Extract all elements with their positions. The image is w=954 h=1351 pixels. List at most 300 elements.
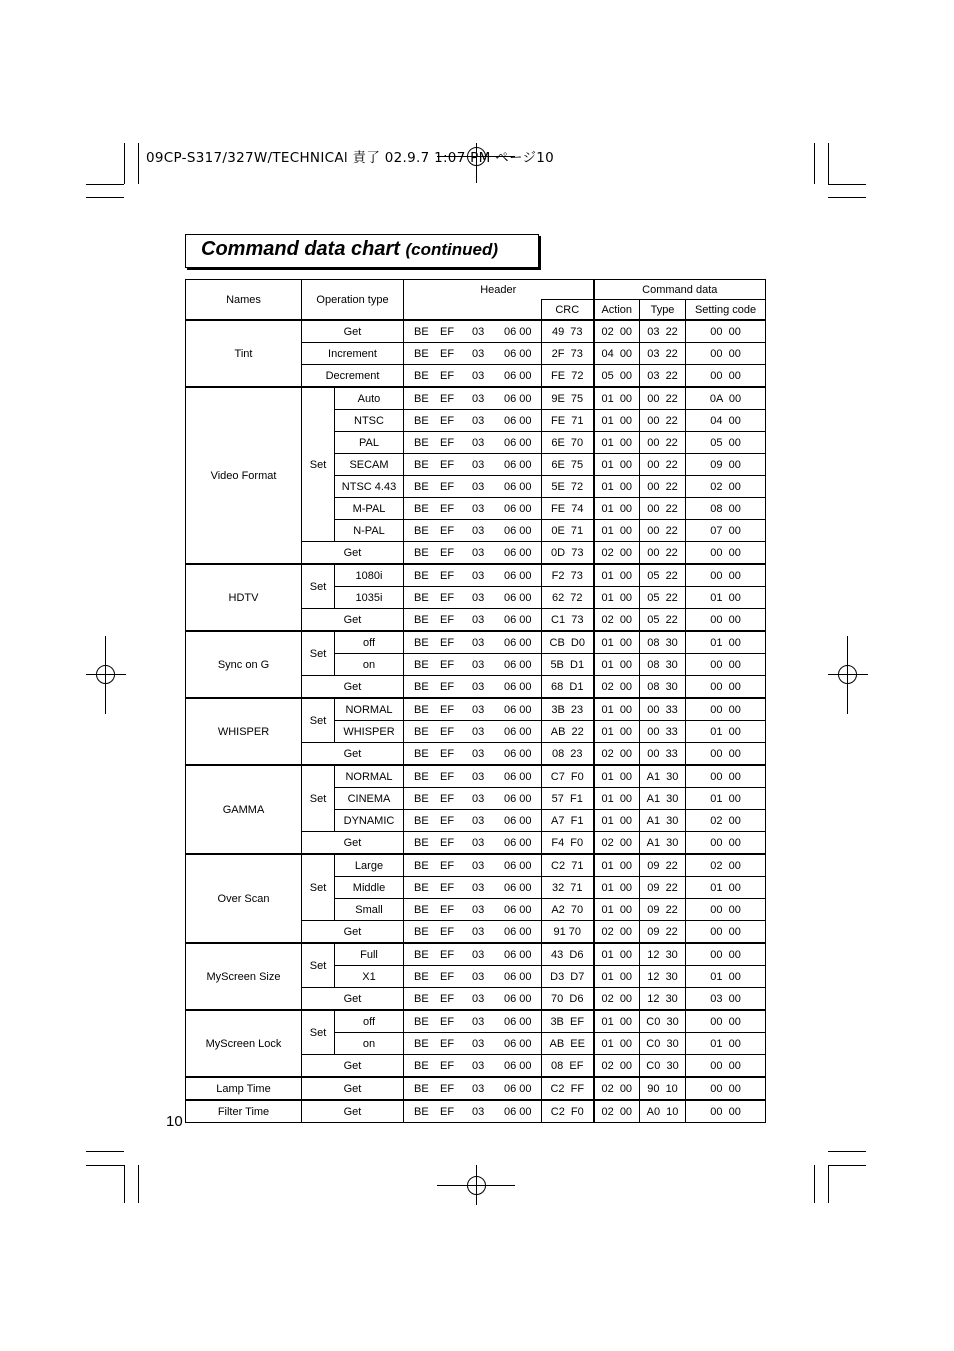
header-byte: EF	[440, 970, 455, 983]
crc-cell: 5E 72	[542, 476, 594, 498]
operation-cell: Get	[302, 1055, 404, 1078]
header-byte: EF	[440, 1015, 455, 1028]
operation-cell: Get	[302, 320, 404, 343]
type-cell: 05 22	[640, 587, 686, 609]
type-cell: 03 22	[640, 343, 686, 365]
registration-mark-left	[86, 636, 126, 714]
header-crc: CRC	[542, 300, 594, 321]
header-byte: 06 00	[504, 458, 532, 471]
header-byte: BE	[414, 814, 429, 827]
header-byte: EF	[440, 992, 455, 1005]
type-cell: 00 22	[640, 432, 686, 454]
crc-cell: 08 23	[542, 743, 594, 766]
set-label: Set	[302, 1010, 335, 1055]
table-row	[186, 631, 766, 654]
header-byte: 06 00	[504, 1082, 532, 1095]
setting-code-cell: 00 00	[686, 320, 766, 343]
header-byte: 06 00	[504, 970, 532, 983]
operation-cell: Full	[335, 943, 404, 966]
header-command-data: Command data	[594, 280, 766, 300]
header-byte: 06 00	[504, 948, 532, 961]
header-bytes-cell	[404, 542, 542, 565]
header-byte: 03	[472, 436, 485, 449]
slug-file: 09CP-S317/327W/TECHNICAl	[146, 150, 348, 166]
header-byte: BE	[414, 925, 429, 938]
action-cell: 01 00	[594, 432, 640, 454]
registration-mark-right	[828, 636, 868, 714]
header-bytes-cell	[404, 654, 542, 676]
operation-cell: X1	[335, 966, 404, 988]
header-byte: BE	[414, 546, 429, 559]
type-cell: A1 30	[640, 788, 686, 810]
header-bytes-cell	[404, 854, 542, 877]
header-bytes-cell	[404, 921, 542, 944]
setting-code-cell: 01 00	[686, 721, 766, 743]
header-byte: BE	[414, 1015, 429, 1028]
header-byte: BE	[414, 480, 429, 493]
header-byte: 06 00	[504, 992, 532, 1005]
header-byte: 03	[472, 992, 485, 1005]
header-byte: 03	[472, 725, 485, 738]
header-byte: BE	[414, 636, 429, 649]
header-byte: EF	[440, 636, 455, 649]
header-byte: 03	[472, 524, 485, 537]
type-cell: 05 22	[640, 609, 686, 632]
action-cell: 01 00	[594, 454, 640, 476]
header-byte: 03	[472, 325, 485, 338]
crc-cell: 0D 73	[542, 542, 594, 565]
action-cell: 01 00	[594, 854, 640, 877]
set-label: Set	[302, 564, 335, 609]
page-number: 10	[166, 1113, 183, 1130]
header-bytes-cell	[404, 520, 542, 542]
setting-code-cell: 04 00	[686, 410, 766, 432]
operation-cell: Get	[302, 832, 404, 855]
operation-cell: on	[335, 1033, 404, 1055]
crc-cell: C2 F0	[542, 1100, 594, 1123]
crc-cell: 68 D1	[542, 676, 594, 699]
action-cell: 01 00	[594, 966, 640, 988]
header-byte: 06 00	[504, 1059, 532, 1072]
header-byte: BE	[414, 747, 429, 760]
crop-mark	[86, 1151, 124, 1152]
table-row	[186, 698, 766, 721]
operation-cell: Get	[302, 1077, 404, 1100]
type-cell: 05 22	[640, 564, 686, 587]
setting-code-cell: 00 00	[686, 921, 766, 944]
operation-cell: off	[335, 631, 404, 654]
crc-cell: CB D0	[542, 631, 594, 654]
header-bytes-cell	[404, 476, 542, 498]
crop-mark	[828, 197, 866, 198]
setting-code-cell: 00 00	[686, 1100, 766, 1123]
setting-code-cell: 09 00	[686, 454, 766, 476]
row-name: Over Scan	[186, 854, 302, 943]
table-row	[186, 1077, 766, 1100]
header-byte: BE	[414, 569, 429, 582]
action-cell: 01 00	[594, 387, 640, 410]
type-cell: 00 22	[640, 542, 686, 565]
type-cell: A1 30	[640, 810, 686, 832]
action-cell: 01 00	[594, 1010, 640, 1033]
action-cell: 02 00	[594, 676, 640, 699]
action-cell: 01 00	[594, 476, 640, 498]
setting-code-cell: 01 00	[686, 1033, 766, 1055]
header-byte: 03	[472, 1037, 485, 1050]
slug-date: 02.9.7	[384, 150, 430, 166]
action-cell: 01 00	[594, 520, 640, 542]
header-byte: 06 00	[504, 836, 532, 849]
crc-cell: FE 74	[542, 498, 594, 520]
crc-cell: 08 EF	[542, 1055, 594, 1078]
header-byte: 03	[472, 1105, 485, 1118]
header-byte: EF	[440, 591, 455, 604]
header-byte: EF	[440, 325, 455, 338]
action-cell: 02 00	[594, 832, 640, 855]
setting-code-cell: 02 00	[686, 810, 766, 832]
header-bytes-cell	[404, 454, 542, 476]
crop-mark	[86, 184, 124, 185]
action-cell: 05 00	[594, 365, 640, 388]
crc-cell: 91 70	[542, 921, 594, 944]
header-type: Type	[640, 300, 686, 321]
type-cell: 09 22	[640, 899, 686, 921]
command-data-table	[185, 279, 766, 1123]
action-cell: 01 00	[594, 1033, 640, 1055]
header-byte: 06 00	[504, 703, 532, 716]
setting-code-cell: 00 00	[686, 1077, 766, 1100]
header-byte: 06 00	[504, 480, 532, 493]
header-byte: BE	[414, 613, 429, 626]
header-byte: EF	[440, 770, 455, 783]
operation-cell: 1080i	[335, 564, 404, 587]
print-slug	[146, 146, 554, 166]
header-bytes-cell	[404, 1010, 542, 1033]
crc-cell: 70 D6	[542, 988, 594, 1011]
command-table-body	[186, 320, 766, 1123]
header-byte: EF	[440, 347, 455, 360]
header-byte: EF	[440, 392, 455, 405]
row-name: Lamp Time	[186, 1077, 302, 1100]
action-cell: 01 00	[594, 788, 640, 810]
row-name: WHISPER	[186, 698, 302, 765]
header-byte: 06 00	[504, 414, 532, 427]
crc-cell: 49 73	[542, 320, 594, 343]
table-row	[186, 854, 766, 877]
operation-cell: Get	[302, 542, 404, 565]
header-byte: 06 00	[504, 1037, 532, 1050]
operation-cell: Get	[302, 609, 404, 632]
header-bytes-cell	[404, 387, 542, 410]
crop-mark	[86, 1165, 124, 1166]
crc-cell: 57 F1	[542, 788, 594, 810]
type-cell: 00 22	[640, 454, 686, 476]
slug-kanji: 責了	[352, 150, 381, 166]
header-byte: BE	[414, 524, 429, 537]
header-byte: EF	[440, 948, 455, 961]
table-row	[186, 943, 766, 966]
setting-code-cell: 03 00	[686, 988, 766, 1011]
header-byte: 03	[472, 658, 485, 671]
header-byte: 03	[472, 859, 485, 872]
header-bytes-cell	[404, 810, 542, 832]
header-byte: 03	[472, 970, 485, 983]
operation-cell: Increment	[302, 343, 404, 365]
header-byte: EF	[440, 1105, 455, 1118]
crc-cell: 43 D6	[542, 943, 594, 966]
table-row	[186, 1010, 766, 1033]
header-byte: 03	[472, 1082, 485, 1095]
header-byte: 06 00	[504, 347, 532, 360]
header-byte: EF	[440, 613, 455, 626]
type-cell: A1 30	[640, 832, 686, 855]
type-cell: C0 30	[640, 1010, 686, 1033]
header-bytes-cell	[404, 587, 542, 609]
operation-cell: Middle	[335, 877, 404, 899]
header-byte: 06 00	[504, 903, 532, 916]
section-title	[201, 238, 498, 261]
slug-time: 1:07 PM	[434, 150, 491, 166]
header-bytes-cell	[404, 788, 542, 810]
header-byte: 03	[472, 1059, 485, 1072]
action-cell: 01 00	[594, 564, 640, 587]
row-name: Filter Time	[186, 1100, 302, 1123]
crc-cell: 0E 71	[542, 520, 594, 542]
type-cell: 00 22	[640, 520, 686, 542]
header-byte: 06 00	[504, 1105, 532, 1118]
header-byte: 03	[472, 814, 485, 827]
operation-cell: 1035i	[335, 587, 404, 609]
header-byte: BE	[414, 414, 429, 427]
header-action: Action	[594, 300, 640, 321]
action-cell: 01 00	[594, 899, 640, 921]
row-name: GAMMA	[186, 765, 302, 854]
action-cell: 02 00	[594, 1055, 640, 1078]
type-cell: 08 30	[640, 654, 686, 676]
header-bytes-cell	[404, 410, 542, 432]
header-byte: BE	[414, 436, 429, 449]
operation-cell: Large	[335, 854, 404, 877]
action-cell: 01 00	[594, 698, 640, 721]
operation-cell: Decrement	[302, 365, 404, 388]
type-cell: A1 30	[640, 765, 686, 788]
set-label: Set	[302, 387, 335, 542]
type-cell: 09 22	[640, 921, 686, 944]
title-main: Command data chart	[201, 238, 400, 260]
set-label: Set	[302, 943, 335, 988]
header-byte: BE	[414, 703, 429, 716]
action-cell: 04 00	[594, 343, 640, 365]
section-title-box	[185, 234, 539, 268]
header-byte: EF	[440, 480, 455, 493]
type-cell: A0 10	[640, 1100, 686, 1123]
operation-cell: WHISPER	[335, 721, 404, 743]
header-setting-code: Setting code	[686, 300, 766, 321]
header-byte: 03	[472, 414, 485, 427]
header-byte: EF	[440, 703, 455, 716]
type-cell: 00 22	[640, 476, 686, 498]
header-bytes-cell	[404, 365, 542, 388]
header-byte: 03	[472, 836, 485, 849]
header-byte: BE	[414, 903, 429, 916]
setting-code-cell: 01 00	[686, 877, 766, 899]
header-bytes-cell	[404, 877, 542, 899]
type-cell: 00 22	[640, 387, 686, 410]
header-byte: 06 00	[504, 325, 532, 338]
header-byte: 06 00	[504, 658, 532, 671]
operation-cell: NORMAL	[335, 698, 404, 721]
header-byte: 03	[472, 569, 485, 582]
crc-cell: AB EE	[542, 1033, 594, 1055]
header-byte: 03	[472, 502, 485, 515]
action-cell: 01 00	[594, 410, 640, 432]
title-suffix: (continued)	[405, 240, 499, 259]
type-cell: 12 30	[640, 943, 686, 966]
setting-code-cell: 00 00	[686, 765, 766, 788]
header-byte: 06 00	[504, 792, 532, 805]
action-cell: 01 00	[594, 721, 640, 743]
crc-cell: C7 F0	[542, 765, 594, 788]
header-byte: 03	[472, 747, 485, 760]
table-row	[186, 387, 766, 410]
header-byte: 03	[472, 458, 485, 471]
row-name: Tint	[186, 320, 302, 387]
setting-code-cell: 00 00	[686, 899, 766, 921]
table-row	[186, 765, 766, 788]
crop-mark	[86, 197, 124, 198]
header-byte: BE	[414, 502, 429, 515]
setting-code-cell: 07 00	[686, 520, 766, 542]
header-byte: 06 00	[504, 524, 532, 537]
type-cell: 03 22	[640, 365, 686, 388]
registration-mark-bottom	[437, 1165, 515, 1205]
crc-cell: 6E 70	[542, 432, 594, 454]
setting-code-cell: 05 00	[686, 432, 766, 454]
header-byte: 03	[472, 948, 485, 961]
action-cell: 01 00	[594, 765, 640, 788]
operation-cell: Get	[302, 743, 404, 766]
header-byte: EF	[440, 859, 455, 872]
header-byte: BE	[414, 770, 429, 783]
set-label: Set	[302, 631, 335, 676]
header-byte: 03	[472, 613, 485, 626]
header-byte: 03	[472, 925, 485, 938]
setting-code-cell: 01 00	[686, 631, 766, 654]
header-byte: 06 00	[504, 725, 532, 738]
header-bytes-cell	[404, 676, 542, 699]
header-byte: EF	[440, 792, 455, 805]
type-cell: 00 33	[640, 698, 686, 721]
header-byte: 03	[472, 636, 485, 649]
header-bytes-cell	[404, 498, 542, 520]
crc-cell: FE 72	[542, 365, 594, 388]
type-cell: 00 33	[640, 743, 686, 766]
header-operation-type: Operation type	[302, 280, 404, 321]
set-label: Set	[302, 698, 335, 743]
header-byte: 03	[472, 770, 485, 783]
setting-code-cell: 00 00	[686, 743, 766, 766]
action-cell: 01 00	[594, 943, 640, 966]
crc-cell: 6E 75	[542, 454, 594, 476]
crc-cell: FE 71	[542, 410, 594, 432]
setting-code-cell: 02 00	[686, 854, 766, 877]
setting-code-cell: 01 00	[686, 788, 766, 810]
header-byte: 06 00	[504, 859, 532, 872]
header-bytes-cell	[404, 320, 542, 343]
header-byte: 06 00	[504, 436, 532, 449]
header-header: Header	[404, 280, 594, 300]
header-byte: 06 00	[504, 392, 532, 405]
header-bytes-cell	[404, 832, 542, 855]
setting-code-cell: 00 00	[686, 832, 766, 855]
header-byte: EF	[440, 414, 455, 427]
header-byte: EF	[440, 836, 455, 849]
action-cell: 01 00	[594, 654, 640, 676]
header-blank	[404, 300, 542, 321]
header-byte: 06 00	[504, 881, 532, 894]
operation-cell: NORMAL	[335, 765, 404, 788]
header-byte: BE	[414, 1059, 429, 1072]
header-byte: 06 00	[504, 546, 532, 559]
header-byte: 03	[472, 347, 485, 360]
header-byte: 03	[472, 591, 485, 604]
setting-code-cell: 00 00	[686, 542, 766, 565]
header-bytes-cell	[404, 1077, 542, 1100]
operation-cell: DYNAMIC	[335, 810, 404, 832]
header-byte: 03	[472, 881, 485, 894]
row-name: MyScreen Size	[186, 943, 302, 1010]
crc-cell: 3B EF	[542, 1010, 594, 1033]
crop-mark	[828, 184, 866, 185]
header-byte: BE	[414, 836, 429, 849]
setting-code-cell: 00 00	[686, 1010, 766, 1033]
operation-cell: NTSC 4.43	[335, 476, 404, 498]
table-row	[186, 1100, 766, 1123]
crop-mark	[138, 143, 139, 184]
operation-cell: Small	[335, 899, 404, 921]
action-cell: 01 00	[594, 498, 640, 520]
crop-mark	[828, 1165, 829, 1203]
setting-code-cell: 00 00	[686, 676, 766, 699]
header-byte: 06 00	[504, 925, 532, 938]
header-bytes-cell	[404, 432, 542, 454]
type-cell: 08 30	[640, 631, 686, 654]
header-byte: EF	[440, 881, 455, 894]
operation-cell: off	[335, 1010, 404, 1033]
header-byte: BE	[414, 948, 429, 961]
operation-cell: SECAM	[335, 454, 404, 476]
header-bytes-cell	[404, 631, 542, 654]
action-cell: 02 00	[594, 1077, 640, 1100]
header-byte: 03	[472, 369, 485, 382]
header-byte: BE	[414, 392, 429, 405]
type-cell: 12 30	[640, 988, 686, 1011]
header-byte: BE	[414, 1082, 429, 1095]
crop-mark	[828, 1165, 866, 1166]
crc-cell: D3 D7	[542, 966, 594, 988]
crc-cell: A2 70	[542, 899, 594, 921]
header-byte: BE	[414, 369, 429, 382]
setting-code-cell: 00 00	[686, 654, 766, 676]
header-byte: BE	[414, 347, 429, 360]
header-byte: BE	[414, 992, 429, 1005]
operation-cell: CINEMA	[335, 788, 404, 810]
header-byte: EF	[440, 458, 455, 471]
header-byte: BE	[414, 1037, 429, 1050]
header-byte: 06 00	[504, 591, 532, 604]
header-byte: BE	[414, 881, 429, 894]
header-byte: EF	[440, 658, 455, 671]
